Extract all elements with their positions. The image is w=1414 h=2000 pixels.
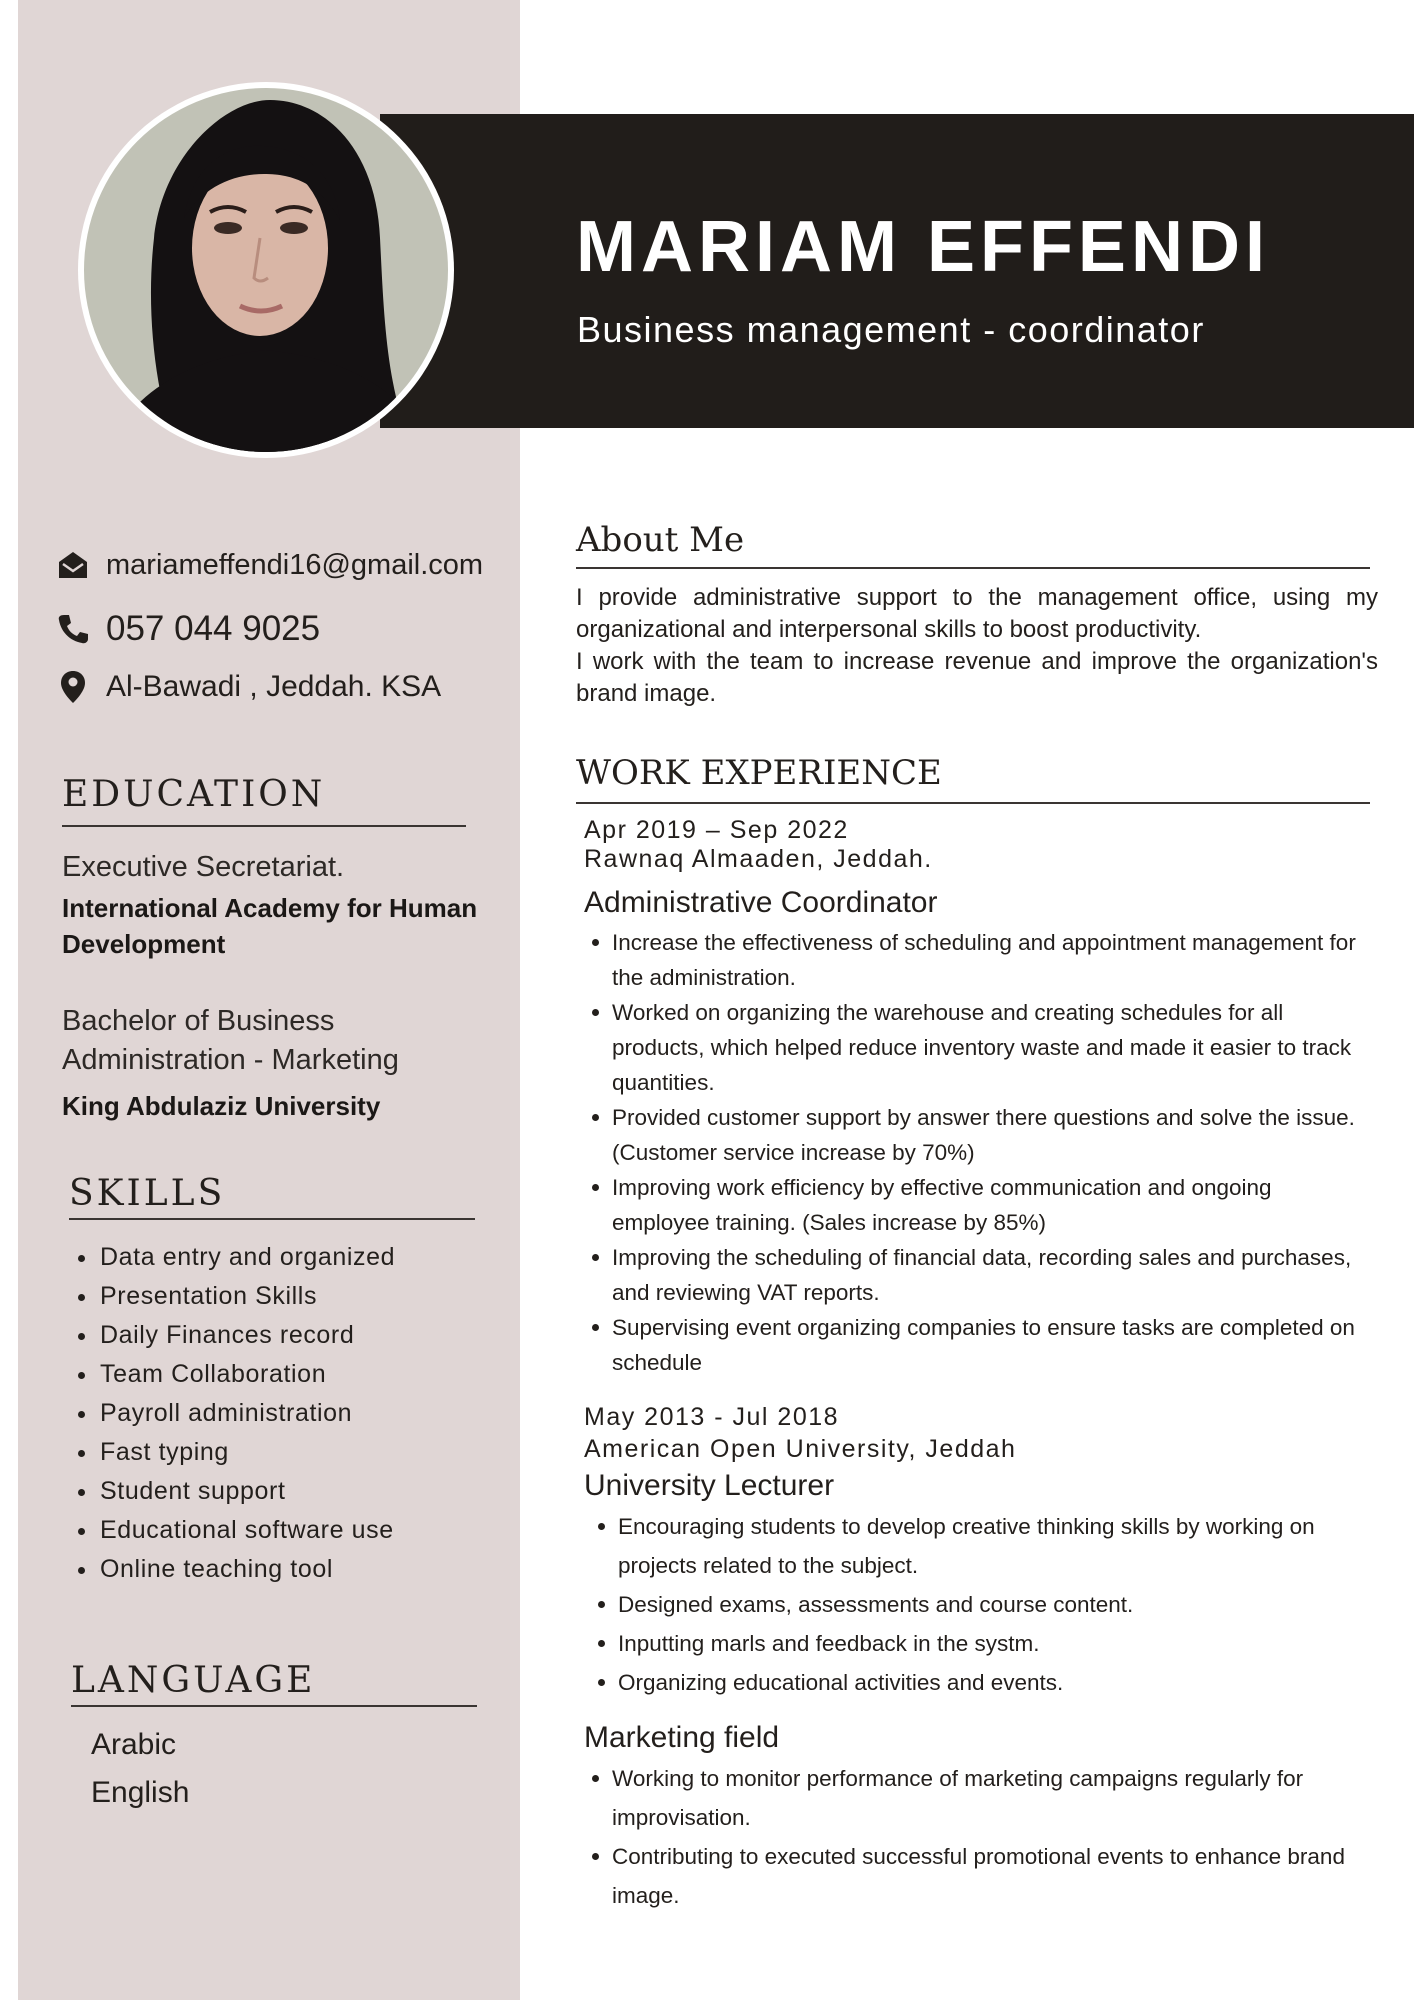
contact-email-row [56,548,483,582]
about-paragraph: I provide administrative support to the management office, using my organizational and interpersonal skills to boost productivity. [576,584,1378,643]
list-item: Data entry and organized [74,1238,395,1277]
candidate-role: Business management - coordinator [577,309,1205,350]
work-experience-heading: WORK EXPERIENCE [576,753,942,793]
profile-photo-image [84,88,448,452]
language-item: Arabic [91,1728,177,1761]
job-title: University Lecturer [584,1469,835,1502]
job-title: Administrative Coordinator [584,886,938,919]
about-heading: About Me [576,520,745,560]
list-item: Worked on organizing the warehouse and creating schedules for all products, which helped reduce inventory waste and made it easier to track quantities. [584,995,1364,1100]
job-period: May 2013 - Jul 2018 [584,1403,840,1431]
education-title: Executive Secretariat. [62,851,345,883]
list-item: Payroll administration [74,1394,395,1433]
list-item: Organizing educational activities and events. [590,1663,1380,1702]
list-item: Inputting marls and feedback in the systm. [590,1624,1380,1663]
candidate-name: MARIAM EFFENDI [576,207,1270,287]
job-duties-list [584,1759,1380,1915]
list-item: Team Collaboration [74,1355,395,1394]
work-experience-divider [576,802,1370,804]
about-divider [576,567,1370,569]
language-item: English [91,1776,190,1809]
envelope-icon [56,548,90,582]
language-heading: LANGUAGE [71,1660,316,1701]
about-text [576,582,1378,710]
education-heading: EDUCATION [62,774,326,815]
list-item: Supervising event organizing companies to ensure tasks are completed on schedule [584,1310,1364,1380]
education-school: King Abdulaziz University [62,1091,381,1121]
list-item: Improving the scheduling of financial data, recording sales and purchases, and reviewing VAT reports. [584,1240,1364,1310]
education-title: Bachelor of Business Administration - Marketing [62,1005,399,1076]
skills-heading: SKILLS [69,1173,226,1214]
job-duties-list [590,1507,1380,1702]
list-item: Provided customer support by answer there questions and solve the issue. (Customer service increase by 70%) [584,1100,1364,1170]
job-employer: American Open University, Jeddah [584,1435,1017,1463]
list-item: Presentation Skills [74,1277,395,1316]
skills-list [74,1238,395,1589]
about-paragraph: I work with the team to increase revenue and improve the organization's brand image. [576,648,1378,707]
contact-address: Al-Bawadi , Jeddah. KSA [106,670,442,703]
contact-email[interactable]: mariameffendi16@gmail.com [106,548,484,581]
map-pin-icon [56,670,90,704]
skills-divider [69,1218,475,1220]
job-duties-list [584,925,1364,1380]
list-item: Online teaching tool [74,1550,395,1589]
list-item: Educational software use [74,1511,395,1550]
profile-photo [78,82,454,458]
list-item: Student support [74,1472,395,1511]
list-item: Improving work efficiency by effective communication and ongoing employee training. (Sales increase by 85%) [584,1170,1364,1240]
phone-icon [56,612,90,646]
list-item: Working to monitor performance of marketing campaigns regularly for improvisation. [584,1759,1380,1837]
list-item: Fast typing [74,1433,395,1472]
education-divider [62,825,466,827]
list-item: Encouraging students to develop creative thinking skills by working on projects related to the subject. [590,1507,1380,1585]
list-item: Increase the effectiveness of scheduling and appointment management for the administration. [584,925,1364,995]
job-title: Marketing field [584,1721,780,1754]
language-divider [71,1705,477,1707]
contact-phone[interactable]: 057 044 9025 [106,609,321,648]
list-item: Contributing to executed successful promotional events to enhance brand image. [584,1837,1380,1915]
job-employer: Rawnaq Almaaden, Jeddah. [584,845,933,873]
job-period: Apr 2019 – Sep 2022 [584,816,849,844]
list-item: Daily Finances record [74,1316,395,1355]
contact-address-row [56,670,441,704]
contact-phone-row [56,609,320,649]
education-school: International Academy for Human Development [62,893,478,959]
list-item: Designed exams, assessments and course content. [590,1585,1380,1624]
